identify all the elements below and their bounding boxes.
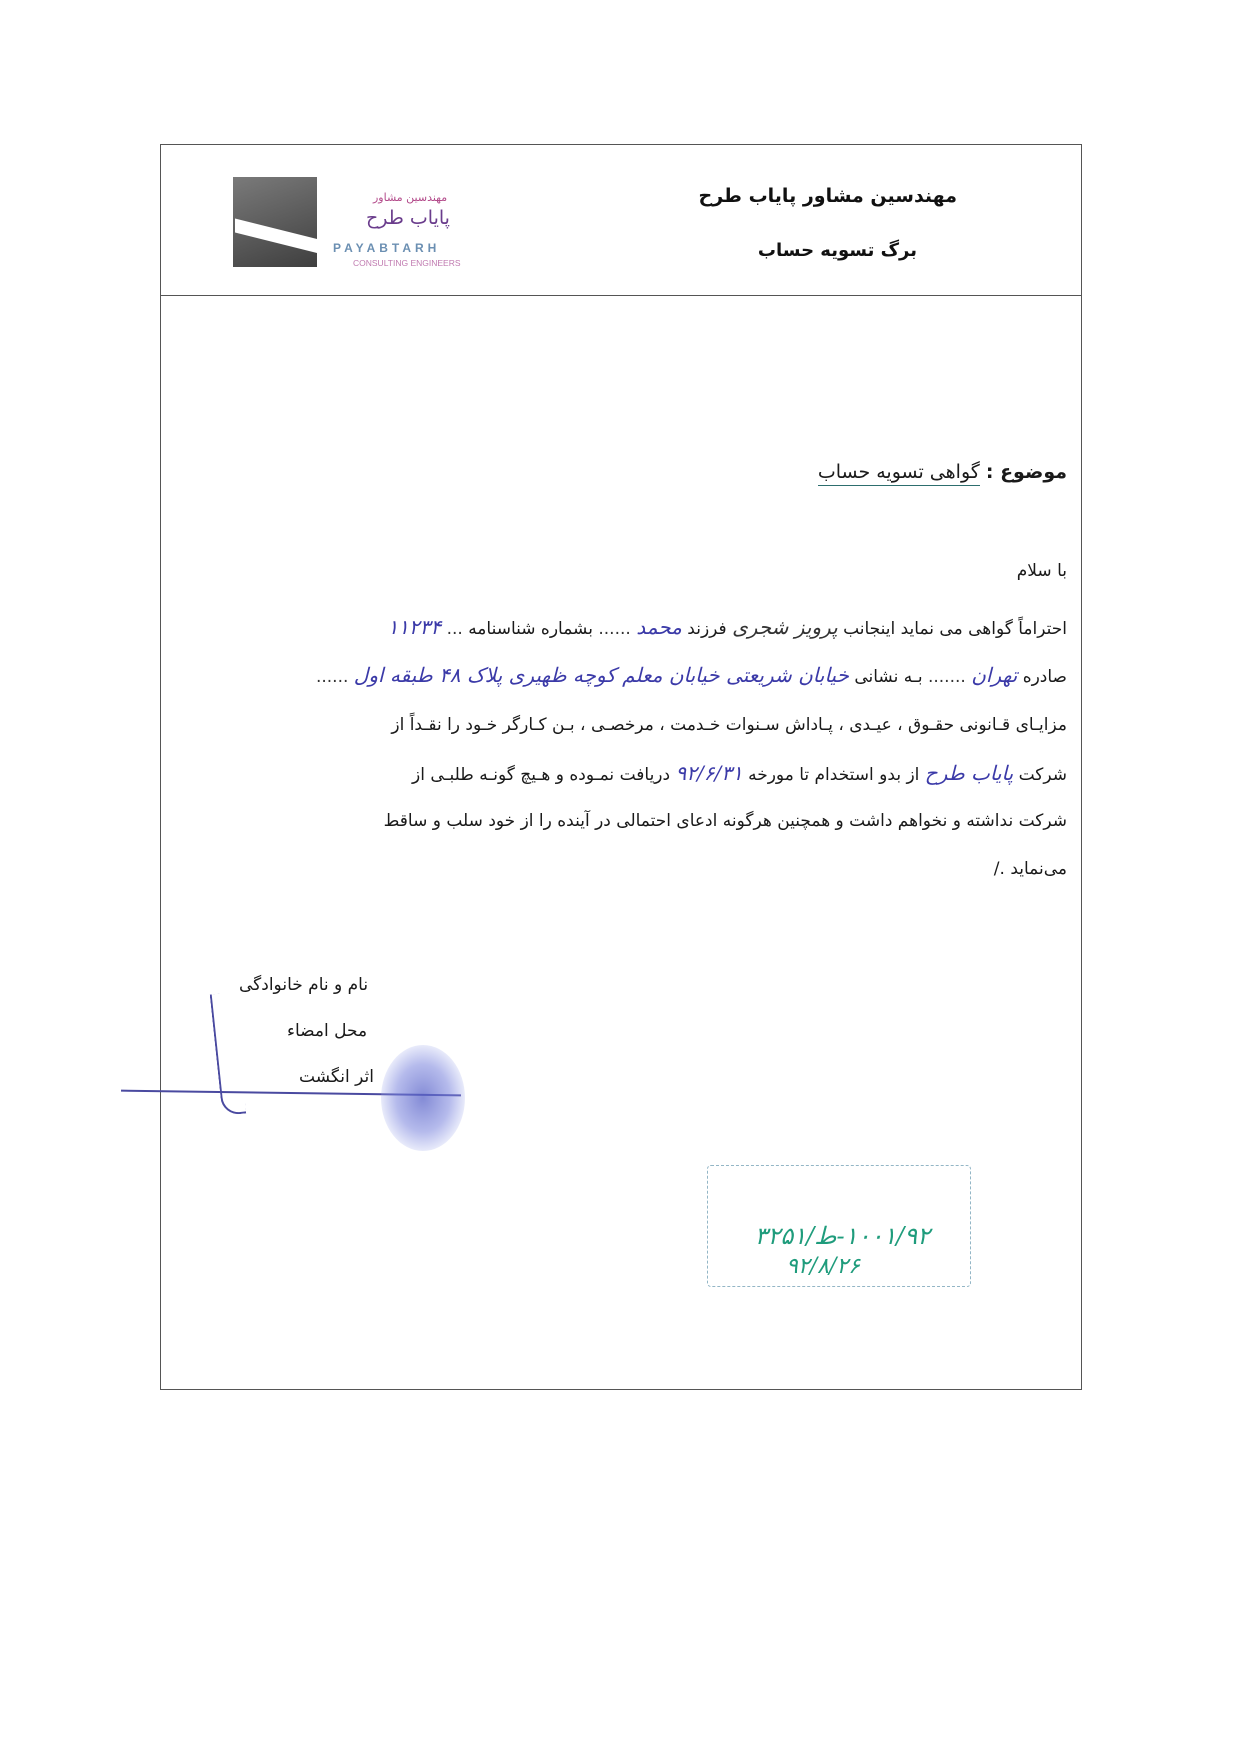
signature-stroke	[210, 992, 247, 1116]
body-text: شرکت	[1018, 765, 1067, 785]
body-line-5: شرکت نداشته و نخواهم داشت و همچنین هرگونه ادعای احتمالی در آینده را از خود سلب و ساقط	[383, 811, 1067, 831]
subject-label: موضوع :	[985, 461, 1067, 483]
dotted-fill: ...	[446, 619, 463, 639]
body-line-1	[197, 615, 1067, 641]
handwritten-id-number: ۱۱۲۳۴	[387, 615, 442, 639]
logo-stripe	[235, 219, 319, 254]
body-line-3: مزایـای قـانونی حقـوق ، عیـدی ، پـاداش سـنوات خـدمت ، مرخصـی ، بـن کـارگر خـود را نقـداً از	[391, 715, 1067, 735]
handwritten-issue-place: تهران	[971, 663, 1018, 687]
dotted-fill: ......	[598, 619, 631, 639]
body-text: از بدو استخدام تا مورخه	[748, 765, 920, 785]
letterhead	[161, 145, 1081, 296]
body-line-2	[197, 663, 1067, 689]
stamp-number: ۱۰۰۱/۹۲-ط/۳۲۵۱	[754, 1222, 930, 1250]
form-title: برگ تسویه حساب	[757, 240, 917, 261]
body-text: بشماره شناسنامه	[468, 619, 593, 639]
stamp-date: ۹۲/۸/۲۶	[786, 1254, 860, 1279]
body-text: دریافت نمـوده و هـیچ گونـه طلبـی از	[412, 765, 671, 785]
dotted-fill: .......	[927, 667, 966, 687]
handwritten-name: پرویز شجری	[732, 615, 838, 639]
body-line-6: می‌نماید ./	[993, 859, 1067, 879]
handwritten-date: ۹۲/۶/۳۱	[675, 761, 743, 785]
body-text: فرزند	[687, 619, 727, 639]
company-name: مهندسین مشاور پایاب طرح	[698, 185, 957, 207]
fingerprint-label: اثر انگشت	[299, 1067, 374, 1087]
handwritten-company: پایاب طرح	[924, 761, 1014, 785]
name-label: نام و نام خانوادگی	[239, 975, 369, 995]
body-text: احتراماً گواهی می نماید اینجانب	[843, 619, 1067, 639]
logo-fa-subtitle: مهندسین مشاور	[373, 191, 448, 204]
body-text: صادره	[1022, 667, 1067, 687]
subject-line	[818, 461, 1067, 483]
logo-fa-name: پایاب طرح	[366, 207, 450, 229]
greeting: با سلام	[1016, 561, 1067, 581]
body-line-4	[197, 761, 1067, 787]
fingerprint-mark	[381, 1045, 465, 1151]
handwritten-father-name: محمد	[636, 615, 682, 639]
subject-value: گواهی تسویه حساب	[818, 461, 980, 486]
body-text: بـه نشانی	[854, 667, 923, 687]
handwritten-address: خیابان شریعتی خیابان معلم کوچه ظهیری پلاک ۴۸ طبقه اول	[353, 663, 849, 687]
document-frame	[160, 144, 1082, 1390]
registration-stamp	[707, 1165, 971, 1287]
signature-label: محل امضاء	[287, 1021, 368, 1041]
logo-en-subtitle: CONSULTING ENGINEERS	[353, 258, 461, 268]
dotted-fill: ......	[315, 667, 349, 687]
logo-en-name: PAYABTARH	[333, 241, 441, 255]
company-logo-mark	[233, 177, 317, 267]
